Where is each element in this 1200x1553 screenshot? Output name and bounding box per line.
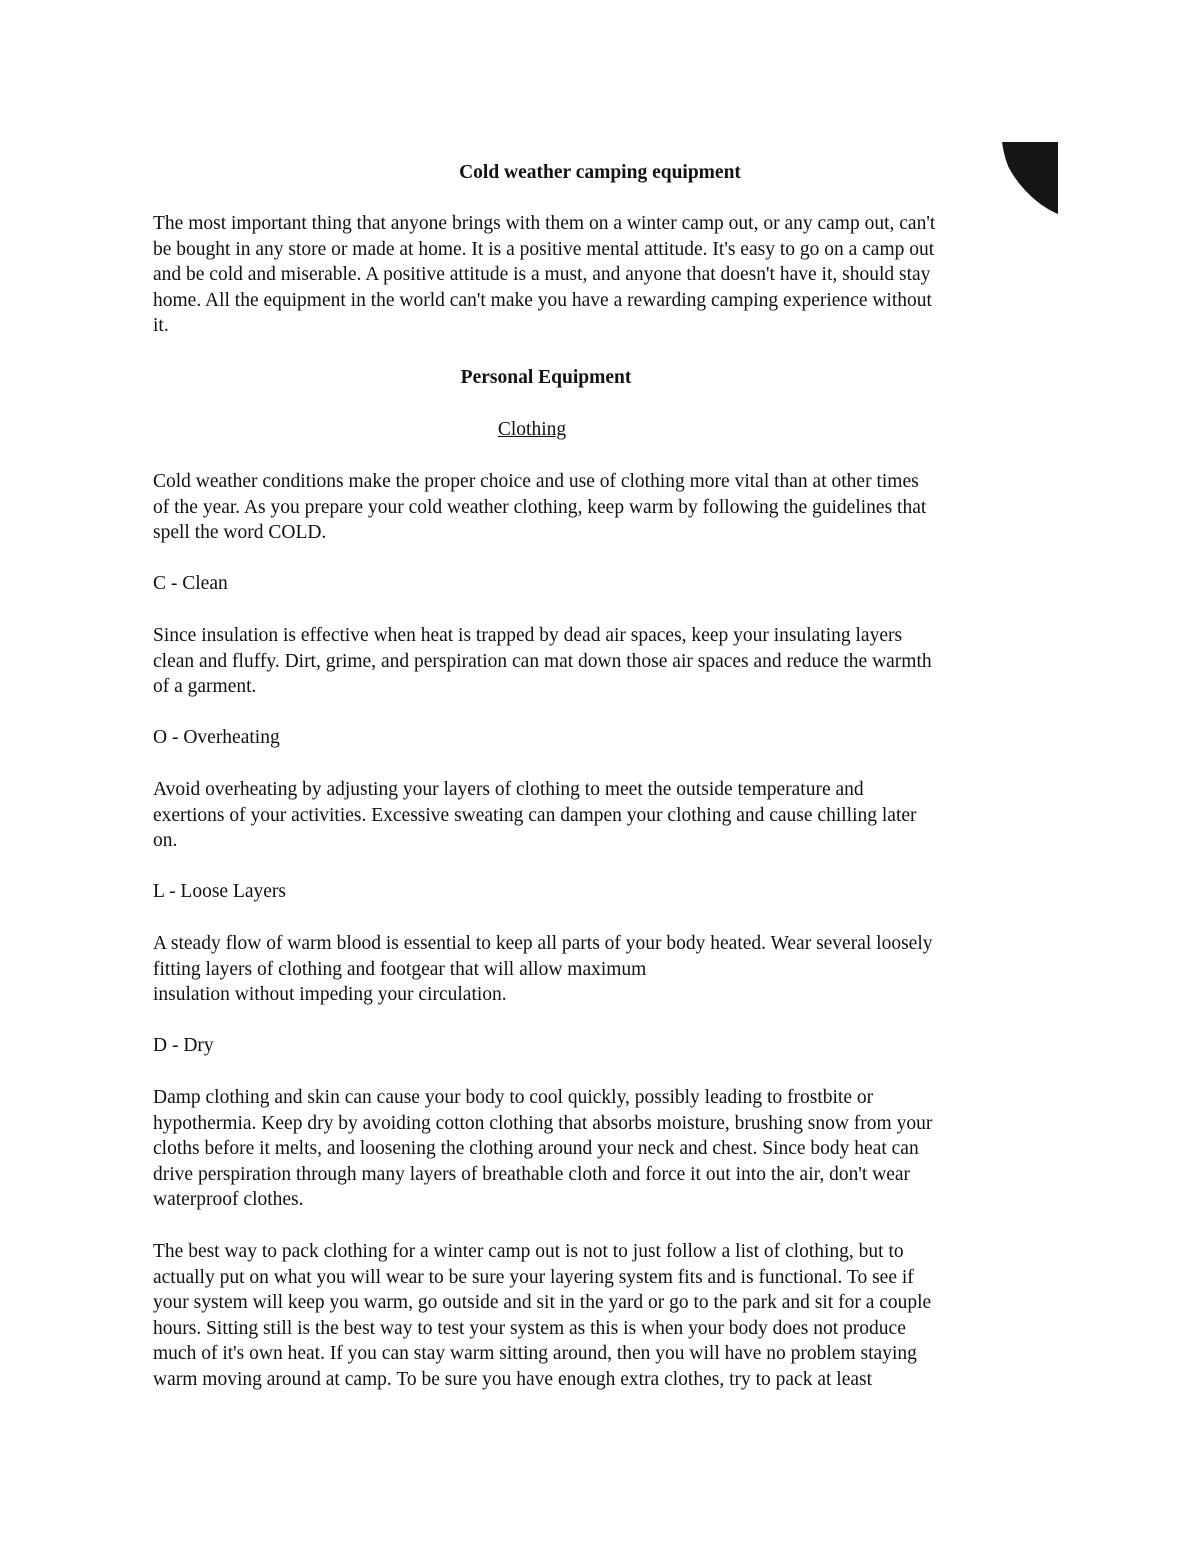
paragraph-line: actually put on what you will wear to be sure your layering system fits and is functional. To see if — [153, 1266, 914, 1288]
paragraph-line: Since insulation is effective when heat is trapped by dead air spaces, keep your insulating layers — [153, 625, 903, 646]
paragraph-line: clean and fluffy. Dirt, grime, and perspiration can mat down those air spaces and reduce the warmth — [153, 650, 932, 672]
paragraph-line: fitting layers of clothing and footgear that will allow maximum — [153, 958, 647, 980]
paragraph-line: of a garment. — [153, 676, 257, 698]
paragraph-line: drive perspiration through many layers of breathable cloth and force it out into the air, don't wear — [153, 1163, 911, 1185]
section-heading: Personal Equipment — [460, 367, 632, 388]
clothing-intro-line: spell the word COLD. — [153, 522, 327, 544]
cold-label-loose-layers: L - Loose Layers — [153, 881, 287, 902]
intro-paragraph — [153, 211, 1053, 339]
paragraph-line: Avoid overheating by adjusting your layers of clothing to meet the outside temperature and — [153, 779, 864, 800]
cold-label-clean: C - Clean — [153, 573, 228, 594]
clothing-intro-paragraph — [153, 469, 1053, 546]
sub-heading: Clothing — [497, 419, 567, 440]
document-title: Cold weather camping equipment — [459, 162, 741, 183]
cold-paragraph-loose-layers — [153, 931, 1053, 1008]
paragraph-line: waterproof clothes. — [153, 1189, 304, 1211]
cold-paragraph-dry — [153, 1085, 1053, 1213]
paragraph-line: cloths before it melts, and loosening the clothing around your neck and chest. Since body heat can — [153, 1138, 919, 1160]
intro-line: and be cold and miserable. A positive attitude is a must, and anyone that doesn't have it, should stay — [153, 264, 931, 286]
paragraph-line: warm moving around at camp. To be sure you have enough extra clothes, try to pack at least — [153, 1368, 873, 1390]
paragraph-line: Damp clothing and skin can cause your body to cool quickly, possibly leading to frostbite or — [153, 1087, 874, 1108]
clothing-intro-line: of the year. As you prepare your cold weather clothing, keep warm by following the guidelines that — [153, 496, 927, 518]
paragraph-line: hypothermia. Keep dry by avoiding cotton clothing that absorbs moisture, brushing snow from your — [153, 1112, 933, 1134]
paragraph-line: your system will keep you warm, go outside and sit in the yard or go to the park and sit for a couple — [153, 1292, 932, 1314]
intro-line: The most important thing that anyone brings with them on a winter camp out, or any camp out, can't — [153, 213, 936, 234]
cold-label-overheating: O - Overheating — [153, 727, 280, 748]
paragraph-line: on. — [153, 830, 178, 852]
clothing-intro-line: Cold weather conditions make the proper choice and use of clothing more vital than at other times — [153, 471, 919, 492]
paragraph-line: exertions of your activities. Excessive sweating can dampen your clothing and cause chilling later — [153, 804, 917, 826]
cold-paragraph-clean — [153, 623, 1053, 700]
paragraph-line: insulation without impeding your circulation. — [153, 984, 507, 1006]
cold-paragraph-overheating — [153, 777, 1053, 854]
paragraph-line: The best way to pack clothing for a winter camp out is not to just follow a list of clothing, but to — [153, 1241, 904, 1262]
paragraph-line: hours. Sitting still is the best way to test your system as this is when your body does not produce — [153, 1317, 906, 1339]
intro-line: it. — [153, 315, 169, 337]
paragraph-line: much of it's own heat. If you can stay warm sitting around, then you will have no problem staying — [153, 1343, 917, 1365]
cold-label-dry: D - Dry — [153, 1035, 214, 1056]
paragraph-line: A steady flow of warm blood is essential to keep all parts of your body heated. Wear several loosely — [153, 933, 933, 954]
intro-line: be bought in any store or made at home. It is a positive mental attitude. It's easy to go on a camp out — [153, 238, 935, 260]
packing-paragraph — [153, 1239, 1053, 1393]
intro-line: home. All the equipment in the world can't make you have a rewarding camping experience without — [153, 289, 932, 311]
